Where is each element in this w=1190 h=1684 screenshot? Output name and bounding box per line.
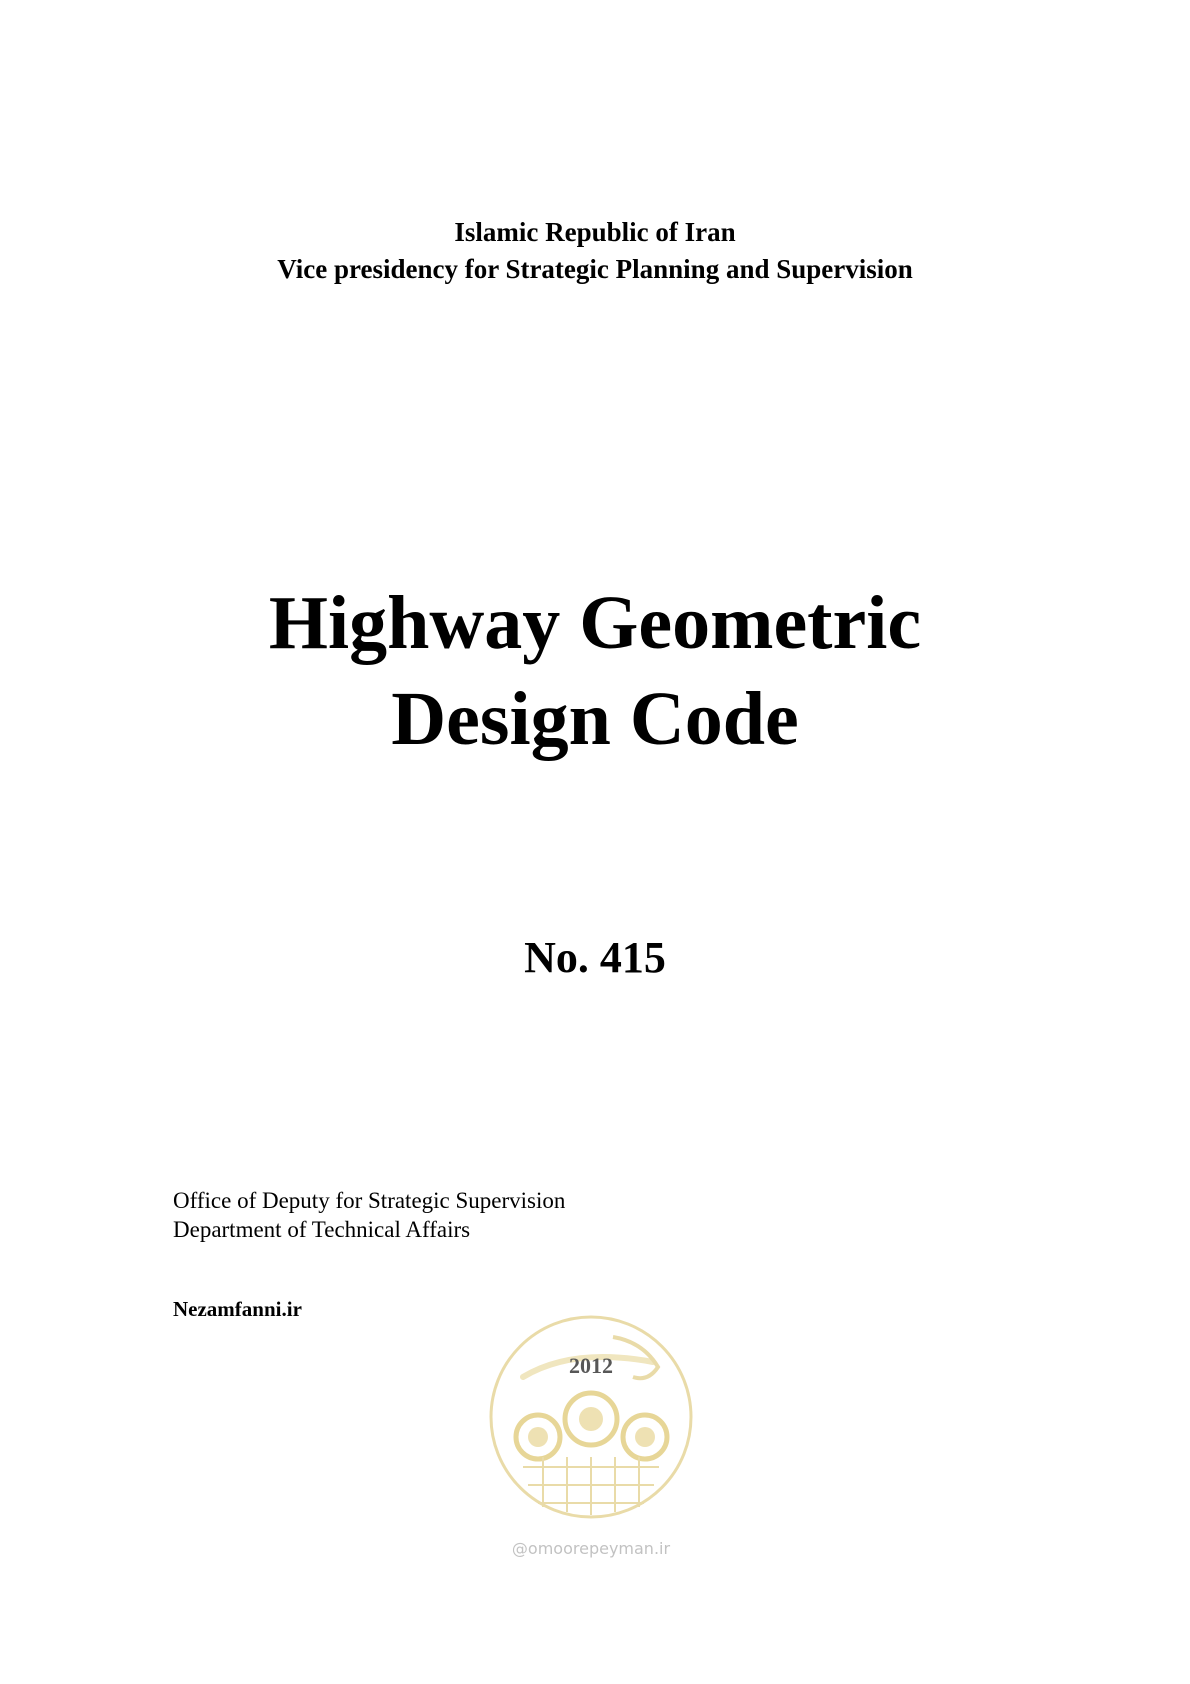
country-name: Islamic Republic of Iran xyxy=(454,217,736,247)
watermark-seal xyxy=(483,1307,699,1597)
watermark-year: 2012 xyxy=(569,1353,613,1378)
title-line-1: Highway Geometric xyxy=(268,581,922,665)
issuer-header xyxy=(0,214,1190,288)
document-title xyxy=(0,575,1190,767)
agency-name: Vice presidency for Strategic Planning and Supervision xyxy=(277,254,913,284)
website-text: Nezamfanni.ir xyxy=(173,1297,302,1321)
office-block xyxy=(173,1186,565,1244)
code-number: No. 415 xyxy=(524,933,666,982)
title-line-2: Design Code xyxy=(391,677,799,761)
seal-emblem-icon xyxy=(483,1307,699,1537)
watermark-site: @omoorepeyman.ir xyxy=(511,1539,671,1558)
office-line-1: Office of Deputy for Strategic Supervision xyxy=(173,1188,566,1213)
office-line-2: Department of Technical Affairs xyxy=(173,1217,471,1242)
